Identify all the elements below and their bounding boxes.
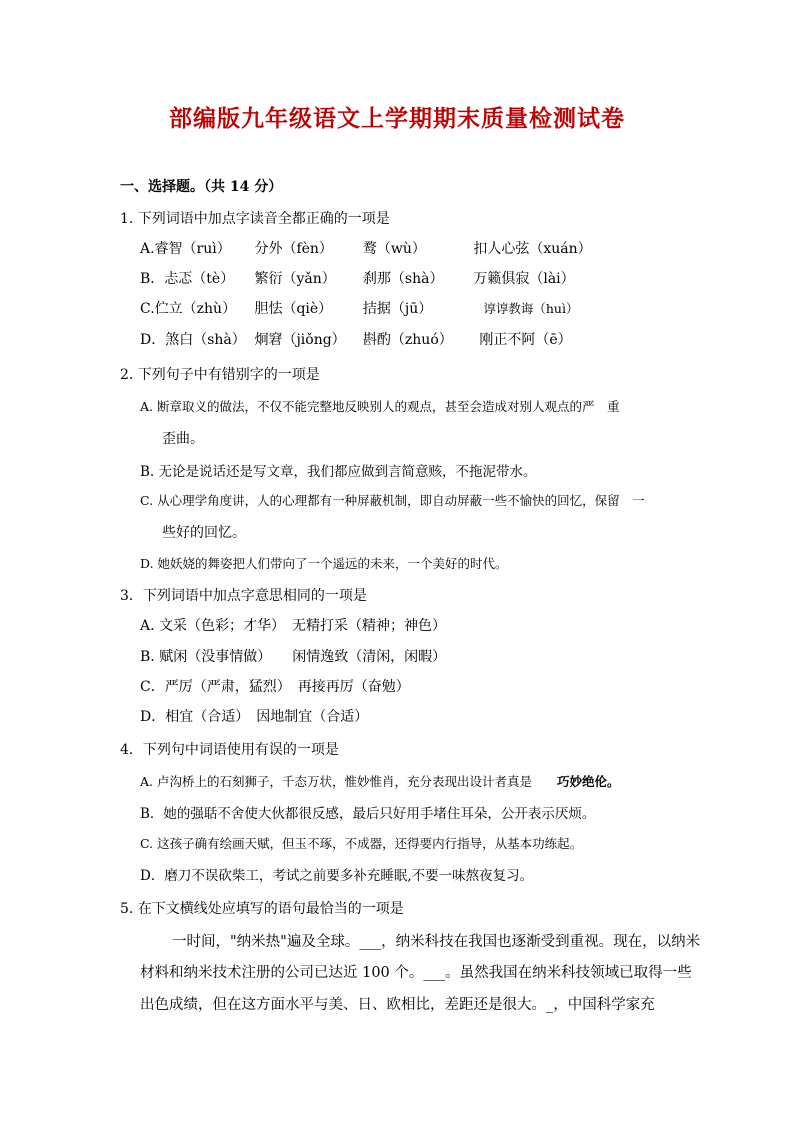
question-1-stem: 1. 下列词语中加点字读音全都正确的一项是 <box>120 211 390 227</box>
option-text: A. 卢沟桥上的石刻狮子，千态万状，惟妙惟肖，充分表现出设计者真是 <box>140 774 557 789</box>
question-2-option-a-cont: 歪曲。 <box>162 431 204 447</box>
question-5-passage-line: 材料和纳米技术注册的公司已达近 100 个。___。虽然我国在纳米科技领域已取得一些 <box>140 965 692 981</box>
page-title: 部编版九年级语文上学期期末质量检测试卷 <box>169 105 625 132</box>
question-4-option-b: B．她的强聒不舍使大伙都很反感，最后只好用手堵住耳朵，公开表示厌烦。 <box>140 806 596 822</box>
question-2-option-d: D. 她妖娆的舞姿把人们带向了一个遥远的未来，一个美好的时代。 <box>140 556 508 571</box>
question-1-option-b <box>140 268 575 288</box>
question-3-option-a: A. 文采（色彩；才华） 无精打采（精神；神色） <box>140 618 447 634</box>
question-3-option-b: B. 赋闲（没事情做） 闲情逸致（清闲，闲暇） <box>140 649 447 665</box>
question-1-option-c <box>140 298 578 318</box>
question-4-option-c: C. 这孩子确有绘画天赋，但玉不琢，不成器，还得要内行指导，从基本功练起。 <box>140 836 583 851</box>
question-4-stem: 4．下列句中词语使用有误的一项是 <box>120 742 339 758</box>
option-word: D．煞白（shà） <box>140 332 246 348</box>
question-2-option-c-cont: 些好的回忆。 <box>162 525 246 541</box>
option-word: 分外（fèn） <box>254 241 333 257</box>
option-word: 繁衍（yǎn） <box>254 271 336 287</box>
question-4-option-a <box>140 772 620 790</box>
question-2-option-a: A. 断章取义的做法，不仅不能完整地反映别人的观点，甚至会造成对别人观点的严 重 <box>140 399 620 414</box>
option-word: 刹那（shà） <box>362 271 444 287</box>
question-5-passage-line: 出色成绩，但在这方面水平与美、日、欧相比，差距还是很大。_，中国科学家充 <box>140 997 655 1013</box>
option-word: 鹜（wù） <box>362 241 426 257</box>
question-2-stem: 2. 下列句子中有错别字的一项是 <box>120 367 320 383</box>
option-word: A.睿智（ruì） <box>140 241 231 257</box>
option-word: 万籁俱寂（lài） <box>473 271 575 287</box>
question-2-option-c: C. 从心理学角度讲，人的心理都有一种屏蔽机制，即自动屏蔽一些不愉快的回忆，保留 一 <box>140 493 645 508</box>
question-5-passage-line: 一时间，"纳米热"遍及全球。___，纳米科技在我国也逐渐受到重视。现在，以纳米 <box>172 934 701 950</box>
option-word: 扣人心弦（xuán） <box>473 241 592 257</box>
option-word: 谆谆教诲（huì） <box>483 301 579 316</box>
option-word: 炯窘（jiǒng） <box>254 332 346 348</box>
section-heading: 一、选择题。（共 14 分） <box>120 179 283 195</box>
question-3-option-d: D．相宜（合适） 因地制宜（合适） <box>140 709 369 725</box>
option-emphasis: 巧妙绝伦。 <box>556 774 620 789</box>
option-word: 斟酌（zhuó） <box>362 332 453 348</box>
option-word: B．忐忑（tè） <box>140 271 235 287</box>
question-5-stem: 5. 在下文横线处应填写的语句最恰当的一项是 <box>120 901 404 917</box>
option-word: 胆怯（qiè） <box>254 301 333 317</box>
question-1-option-a <box>140 238 592 258</box>
question-3-option-c: C．严厉（严肃，猛烈） 再接再厉（奋勉） <box>140 679 410 695</box>
option-word: C.伫立（zhù） <box>140 301 237 317</box>
question-4-option-d: D．磨刀不误砍柴工，考试之前要多补充睡眠,不要一味熬夜复习。 <box>140 868 534 884</box>
option-word: 刚正不阿（ē） <box>479 332 572 348</box>
question-2-option-b: B. 无论是说话还是写文章，我们都应做到言简意赅，不拖泥带水。 <box>140 464 537 480</box>
question-1-option-d <box>140 329 572 349</box>
option-word: 拮据（jū） <box>362 301 433 317</box>
question-3-stem: 3．下列词语中加点字意思相同的一项是 <box>120 588 367 604</box>
